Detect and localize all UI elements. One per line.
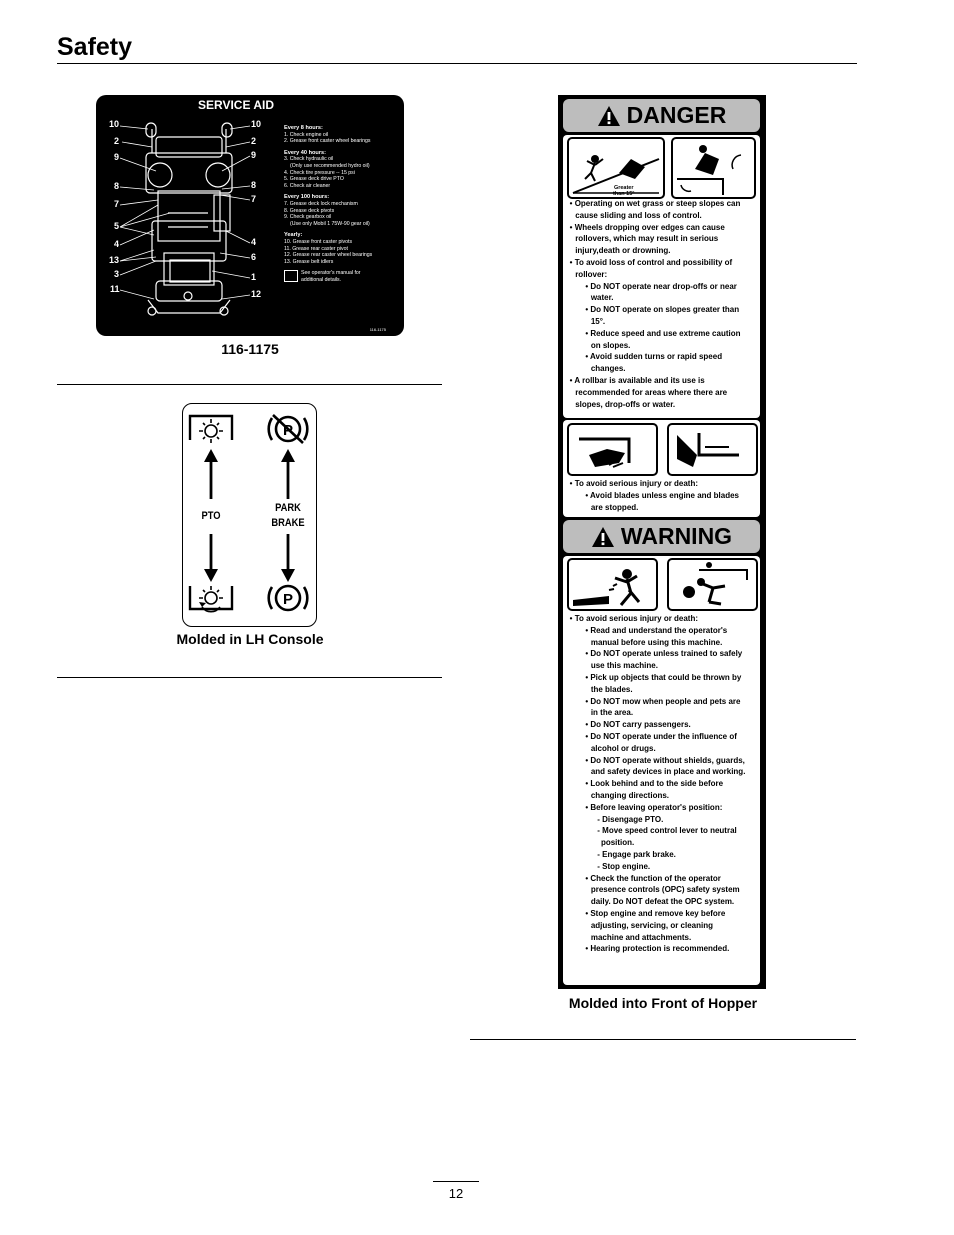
page-number-rule: [433, 1181, 479, 1182]
warning-heading: WARNING: [620, 523, 733, 549]
schedule-item: 3. Check hydraulic oil: [284, 156, 334, 163]
warning-header: [563, 520, 760, 553]
callout-7-left: 7: [114, 199, 120, 209]
blade-line: • To avoid serious injury or death:: [569, 478, 699, 488]
schedule-item: 10. Grease front caster pivots: [284, 238, 353, 245]
service-aid-decal: [96, 95, 404, 336]
schedule-item: (Only use recommended hydro oil): [290, 162, 370, 169]
hopper-caption: Molded into Front of Hopper: [568, 995, 758, 1011]
warning-line: • To avoid serious injury or death:: [569, 613, 699, 623]
dropoff-rollover-pictogram: [671, 137, 756, 199]
yearly-title: Yearly:: [284, 232, 303, 239]
danger-text: [566, 198, 746, 410]
callout-8-right: 8: [251, 180, 257, 190]
manual-note: See operator's manual for additional details.: [301, 270, 361, 283]
slope-rollover-pictogram: [567, 137, 665, 199]
callout-11-left: 11: [110, 284, 120, 294]
danger-line: • Do NOT operate near drop-offs or near water.: [585, 280, 737, 303]
callout-5-left: 5: [114, 221, 120, 231]
every100-title: Every 100 hours:: [284, 194, 330, 201]
svg-text:P: P: [282, 591, 294, 608]
callout-13-left: 13: [109, 255, 120, 265]
decal-code: 116-1175: [369, 327, 386, 332]
warning-line: • Stop engine and remove key before adjusting, servicing, or cleaning machine and attachments.: [585, 907, 726, 942]
schedule-item: 9. Check gearbox oil: [284, 214, 332, 221]
thrown-object-pictogram: [567, 558, 658, 611]
service-aid-caption: 116-1175: [221, 341, 279, 357]
callout-8-left: 8: [114, 181, 120, 191]
divider: [57, 677, 442, 678]
schedule-item: 13. Grease belt idlers: [284, 258, 334, 265]
callout-2-left: 2: [114, 136, 120, 146]
warning-line: • Read and understand the operator's manual before using this machine.: [585, 624, 728, 647]
callout-10-right: 10: [251, 119, 262, 129]
title-rule: [57, 63, 857, 64]
warning-line: - Disengage PTO.: [597, 813, 664, 824]
danger-line: • Do NOT operate on slopes greater than 15°.: [585, 304, 740, 326]
danger-line: • To avoid loss of control and possibility of rollover:: [569, 256, 733, 279]
slope-label: [613, 185, 634, 197]
console-decal: [182, 403, 317, 627]
warning-line: • Do NOT operate without shields, guards, and safety devices in place and working.: [585, 754, 746, 777]
greater-than-label-2: than 15°: [613, 191, 635, 197]
blade-line: • Avoid blades unless engine and blades are stopped.: [585, 489, 739, 512]
callout-9-right: 9: [251, 150, 257, 160]
bystander-pictogram: [667, 558, 758, 611]
callout-1-right: 1: [251, 272, 257, 282]
schedule-item: 11. Grease rear caster pivot: [284, 245, 348, 252]
console-caption: Molded in LH Console: [176, 631, 324, 647]
danger-line: • Avoid sudden turns or rapid speed changes.: [585, 351, 723, 374]
service-schedule: [284, 125, 399, 283]
foot-blade-pictogram: [667, 423, 758, 476]
schedule-item: 2. Grease front caster wheel bearings: [284, 138, 371, 145]
divider: [470, 1039, 856, 1040]
mower-dropoff-icon: [673, 139, 754, 197]
bystander-icon: [669, 560, 756, 609]
warning-triangle-icon: [591, 526, 615, 548]
danger-panel: [563, 135, 760, 418]
schedule-item: 5. Grease deck drive PTO: [284, 176, 344, 183]
callout-4-left: 4: [114, 239, 120, 249]
warning-line: - Move speed control lever to neutral position.: [597, 825, 737, 848]
hand-blade-icon: [569, 425, 656, 474]
pto-label: PTO: [201, 510, 221, 522]
schedule-item: 4. Check tire pressure -- 15 psi: [284, 169, 355, 176]
warning-line: • Do NOT operate under the influence of alcohol or drugs.: [585, 730, 737, 753]
every40-title: Every 40 hours:: [284, 149, 326, 156]
schedule-item: 7. Grease deck lock mechanism: [284, 200, 358, 207]
warning-panel: [563, 556, 760, 985]
danger-header: [563, 99, 760, 132]
park-label-1: PARK: [275, 502, 301, 514]
warning-line: • Look behind and to the side before changing directions.: [585, 778, 724, 800]
page-number: 12: [448, 1186, 464, 1201]
danger-line: • A rollbar is available and its use is recommended for areas where there are slopes, drop-offs or water.: [569, 374, 728, 409]
divider: [57, 384, 442, 385]
hand-blade-pictogram: [567, 423, 658, 476]
callout-9-left: 9: [114, 152, 120, 162]
manual-icon: [284, 270, 298, 282]
blade-text: [566, 478, 746, 513]
park-label-2: BRAKE: [271, 517, 305, 529]
hopper-decal: [558, 95, 766, 989]
warning-line: • Before leaving operator's position:: [585, 801, 723, 812]
warning-line: • Do NOT operate unless trained to safely use this machine.: [585, 648, 743, 671]
warning-line: • Check the function of the operator presence controls (OPC) safety system daily. Do NOT defeat the OPC system.: [585, 872, 740, 907]
service-aid-heading: SERVICE AID: [197, 98, 275, 112]
callout-6-right: 6: [251, 252, 257, 262]
callout-12-right: 12: [251, 289, 262, 299]
danger-line: • Wheels dropping over edges can cause rollovers, which may result in serious injury,death or drowning.: [569, 221, 725, 256]
callout-2-right: 2: [251, 136, 257, 146]
warning-line: - Stop engine.: [597, 860, 651, 871]
callout-7-right: 7: [251, 194, 257, 204]
thrown-object-icon: [569, 560, 656, 609]
danger-line: • Operating on wet grass or steep slopes can cause sliding and loss of control.: [569, 198, 741, 220]
svg-text:P: P: [282, 422, 294, 439]
blade-panel: [563, 420, 760, 517]
warning-text: [566, 613, 746, 955]
danger-heading: DANGER: [626, 102, 727, 128]
warning-line: • Pick up objects that could be thrown by the blades.: [585, 671, 742, 694]
danger-line: • Reduce speed and use extreme caution on slopes.: [585, 327, 741, 350]
schedule-item: 6. Check air cleaner: [284, 182, 331, 189]
schedule-item: (Use only Mobil 1 75W-90 gear oil): [290, 220, 370, 227]
schedule-item: 8. Grease deck pivots: [284, 207, 335, 214]
every8-title: Every 8 hours:: [284, 125, 323, 131]
warning-line: • Do NOT mow when people and pets are in the area.: [585, 695, 741, 718]
callout-4-right: 4: [251, 237, 257, 247]
schedule-item: 12. Grease rear caster wheel bearings: [284, 252, 373, 259]
warning-line: • Do NOT carry passengers.: [585, 719, 691, 730]
foot-blade-icon: [669, 425, 756, 474]
callout-10-left: 10: [109, 119, 120, 129]
greater-than-label-1: Greater: [613, 185, 634, 191]
page-title: Safety: [57, 33, 133, 61]
warning-line: - Engage park brake.: [597, 848, 676, 859]
warning-triangle-icon: [597, 105, 621, 127]
warning-line: • Hearing protection is recommended.: [585, 943, 730, 954]
schedule-item: 1. Check engine oil: [284, 131, 329, 138]
callout-3-left: 3: [114, 269, 120, 279]
